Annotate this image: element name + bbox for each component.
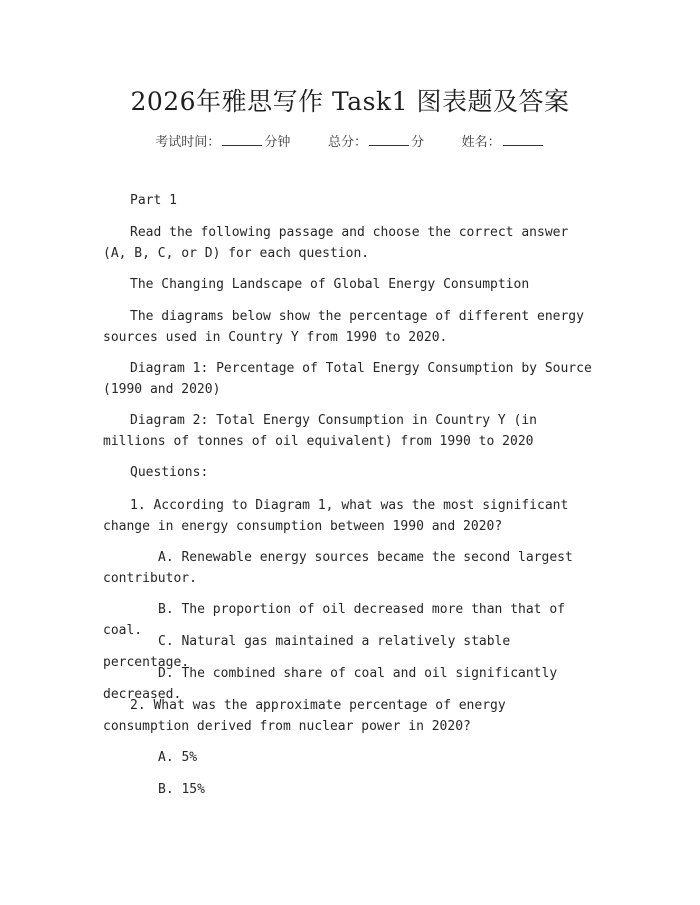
question-2-option-a: A. 5%	[158, 750, 198, 765]
exam-time-blank	[222, 134, 262, 146]
question-2-option-b: B. 15%	[158, 782, 205, 797]
name-blank	[503, 134, 543, 146]
instruction-text: Read the following passage and choose the correct answer (A, B, C, or D) for each question.	[103, 225, 569, 261]
diagram-1-caption: Diagram 1: Percentage of Total Energy Consumption by Source (1990 and 2020)	[103, 361, 592, 397]
document-title: 2026年雅思写作 Task1 图表题及答案	[130, 87, 570, 116]
diagram-2-caption: Diagram 2: Total Energy Consumption in Country Y (in millions of tonnes of oil equivalent) from 1990 to 2020	[103, 413, 537, 449]
passage-intro: The diagrams below show the percentage of different energy sources used in Country Y from 1990 to 2020.	[103, 309, 584, 345]
total-score-blank	[369, 134, 409, 146]
question-1-option-b: B. The proportion of oil decreased more than that of coal.	[103, 602, 565, 638]
exam-info-line	[0, 131, 700, 150]
question-1-option-c: C. Natural gas maintained a relatively stable percentage.	[103, 634, 511, 670]
exam-time-unit: 分钟	[264, 135, 291, 150]
total-score-unit: 分	[411, 135, 425, 150]
question-1-option-a: A. Renewable energy sources became the second largest contributor.	[103, 550, 573, 586]
question-1-option-d: D. The combined share of coal and oil significantly decreased.	[103, 666, 558, 702]
questions-heading: Questions:	[130, 465, 209, 480]
passage-title: The Changing Landscape of Global Energy Consumption	[130, 277, 530, 292]
total-score-label: 总分：	[327, 135, 367, 150]
name-label: 姓名：	[461, 135, 501, 150]
question-2-text: 2. What was the approximate percentage of energy consumption derived from nuclear power in 2020?	[103, 698, 506, 734]
question-1-text: 1. According to Diagram 1, what was the most significant change in energy consumption between 1990 and 2020?	[103, 498, 569, 534]
exam-time-label: 考试时间：	[155, 135, 221, 150]
part-heading: Part 1	[130, 193, 177, 208]
